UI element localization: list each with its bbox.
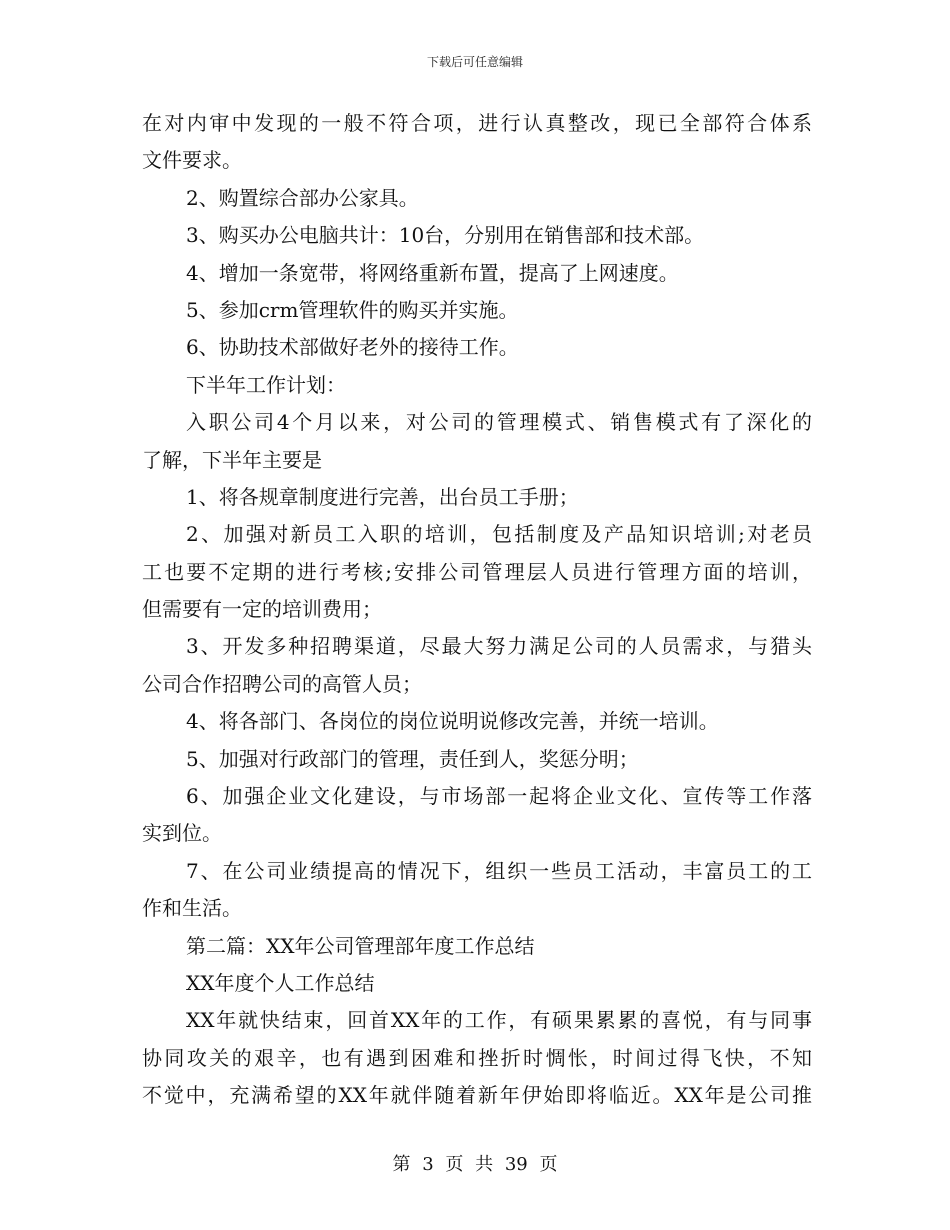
text-line: 公司合作招聘公司的高管人员； bbox=[142, 671, 422, 696]
text-line: 3、开发多种招聘渠道，尽最大努力满足公司的人员需求，与猎头 bbox=[186, 634, 812, 659]
text-line: 5、加强对行政部门的管理，责任到人，奖惩分明； bbox=[186, 746, 639, 771]
text-line: 1、将各规章制度进行完善，出台员工手册； bbox=[186, 484, 579, 509]
text-line: 7、在公司业绩提高的情况下，组织一些员工活动，丰富员工的工 bbox=[186, 858, 812, 883]
text-line: 在对内审中发现的一般不符合项，进行认真整改，现已全部符合体系 bbox=[142, 111, 812, 135]
text-line: 2、购置综合部办公家具。 bbox=[186, 185, 419, 210]
text-line: 入职公司4个月以来，对公司的管理模式、销售模式有了深化的 bbox=[186, 410, 812, 435]
text-line: 了解，下半年主要是 bbox=[142, 447, 322, 472]
text-line: 5、参加crm管理软件的购买并实施。 bbox=[186, 297, 519, 322]
text-line: 2、加强对新员工入职的培训，包括制度及产品知识培训;对老员 bbox=[186, 522, 812, 547]
page-header: 下载后可任意编辑 bbox=[426, 55, 523, 69]
text-line: XX年就快结束，回首XX年的工作，有硕果累累的喜悦，有与同事 bbox=[186, 1008, 812, 1033]
text-line: 6、加强企业文化建设，与市场部一起将企业文化、宣传等工作落 bbox=[186, 784, 812, 809]
text-line: 6、协助技术部做好老外的接待工作。 bbox=[186, 335, 519, 360]
text-line: 下半年工作计划： bbox=[186, 372, 346, 397]
text-line: 不觉中，充满希望的XX年就伴随着新年伊始即将临近。XX年是公司推 bbox=[142, 1083, 812, 1108]
text-line: 文件要求。 bbox=[142, 148, 242, 173]
text-line: 作和生活。 bbox=[142, 896, 242, 921]
text-line: 工也要不定期的进行考核;安排公司管理层人员进行管理方面的培训， bbox=[142, 559, 812, 584]
body-text bbox=[142, 105, 812, 1115]
text-line: 3、购买办公电脑共计：10台，分别用在销售部和技术部。 bbox=[186, 223, 705, 248]
text-line: XX年度个人工作总结 bbox=[186, 970, 375, 995]
text-line: 4、将各部门、各岗位的岗位说明说修改完善，并统一培训。 bbox=[186, 709, 719, 734]
text-line: 4、增加一条宽带，将网络重新布置，提高了上网速度。 bbox=[186, 260, 679, 285]
text-line: 协同攻关的艰辛，也有遇到困难和挫折时惆怅，时间过得飞快，不知 bbox=[142, 1045, 812, 1070]
text-line: 但需要有一定的培训费用； bbox=[142, 597, 382, 622]
text-line: 第二篇：XX年公司管理部年度工作总结 bbox=[186, 933, 535, 958]
page-footer: 第 3 页 共 39 页 bbox=[392, 1154, 558, 1175]
text-line: 实到位。 bbox=[142, 821, 222, 846]
